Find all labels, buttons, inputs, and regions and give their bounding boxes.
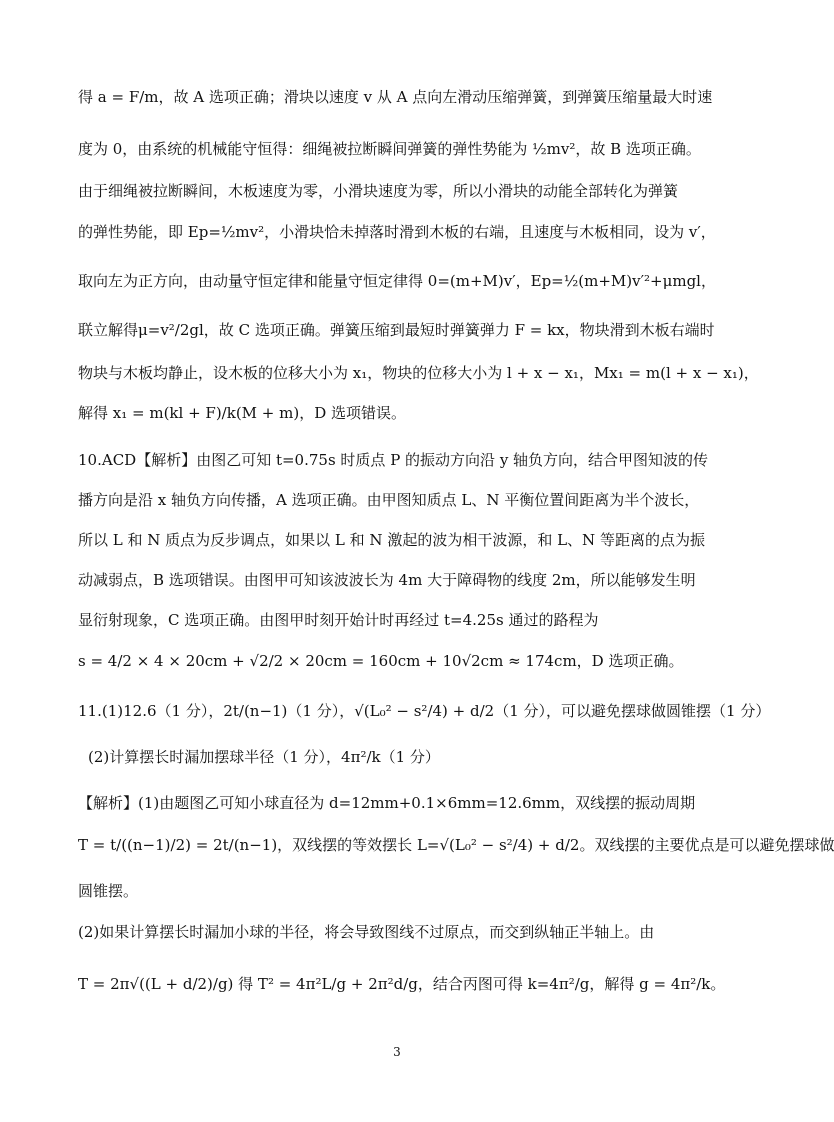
text-line-2: 度为 0，由系统的机械能守恒得：细绳被拉断瞬间弹簧的弹性势能为 ½mv²，故 B 选项正确。 [78,140,701,158]
text-line-5: 取向左为正方向，由动量守恒定律和能量守恒定律得 0=(m+M)v′，Ep=½(m+M)v′²+μmgl， [78,272,716,290]
text-line-10: 播方向是沿 x 轴负方向传播，A 选项正确。由甲图知质点 L、N 平衡位置间距离为半个波长， [78,491,700,509]
text-line-12: 动减弱点，B 选项错误。由图甲可知该波波长为 4m 大于障碍物的线度 2m，所以能够发生明 [78,571,696,589]
text-line-7: 物块与木板均静止，设木板的位移大小为 x₁，物块的位移大小为 l + x − x₁，Mx₁ = m(l + x − x₁)， [78,364,759,382]
text-line-18: T = t/((n−1)/2) = 2t/(n−1)，双线摆的等效摆长 L=√(L₀² − s²/4) + d/2。双线摆的主要优点是可以避免摆球做 [78,836,834,854]
text-line-9: 10.ACD【解析】由图乙可知 t=0.75s 时质点 P 的振动方向沿 y 轴负方向，结合甲图知波的传 [78,451,709,469]
text-line-14: s = 4/2 × 4 × 20cm + √2/2 × 20cm = 160cm + 10√2cm ≈ 174cm，D 选项正确。 [78,652,684,670]
text-line-1: 得 a = F/m，故 A 选项正确；滑块以速度 v 从 A 点向左滑动压缩弹簧，到弹簧压缩量最大时速 [78,88,713,106]
text-line-4: 的弹性势能，即 Ep=½mv²，小滑块恰未掉落时滑到木板的右端，且速度与木板相同，设为 v′， [78,223,716,241]
text-line-8: 解得 x₁ = m(kl + F)/k(M + m)，D 选项错误。 [78,404,407,422]
text-line-15: 11.(1)12.6（1 分），2t/(n−1)（1 分），√(L₀² − s²/4) + d/2（1 分），可以避免摆球做圆锥摆（1 分） [78,702,771,720]
page-number: 3 [393,1045,401,1059]
text-line-19: 圆锥摆。 [78,882,139,900]
text-line-3: 由于细绳被拉断瞬间，木板速度为零，小滑块速度为零，所以小滑块的动能全部转化为弹簧 [78,182,679,200]
text-line-20: (2)如果计算摆长时漏加小球的半径，将会导致图线不过原点，而交到纵轴正半轴上。由 [78,923,655,941]
text-line-11: 所以 L 和 N 质点为反步调点，如果以 L 和 N 激起的波为相干波源，和 L、N 等距离的点为振 [78,531,705,549]
text-line-21: T = 2π√((L + d/2)/g) 得 T² = 4π²L/g + 2π²d/g，结合丙图可得 k=4π²/g，解得 g = 4π²/k。 [78,975,726,993]
text-line-6: 联立解得μ=v²/2gl，故 C 选项正确。弹簧压缩到最短时弹簧弹力 F = kx，物块滑到木板右端时 [78,321,715,339]
text-line-16: (2)计算摆长时漏加摆球半径（1 分），4π²/k（1 分） [88,748,440,766]
text-line-13: 显衍射现象，C 选项正确。由图甲时刻开始计时再经过 t=4.25s 通过的路程为 [78,611,599,629]
text-line-17: 【解析】(1)由题图乙可知小球直径为 d=12mm+0.1×6mm=12.6mm，双线摆的振动周期 [78,794,696,812]
